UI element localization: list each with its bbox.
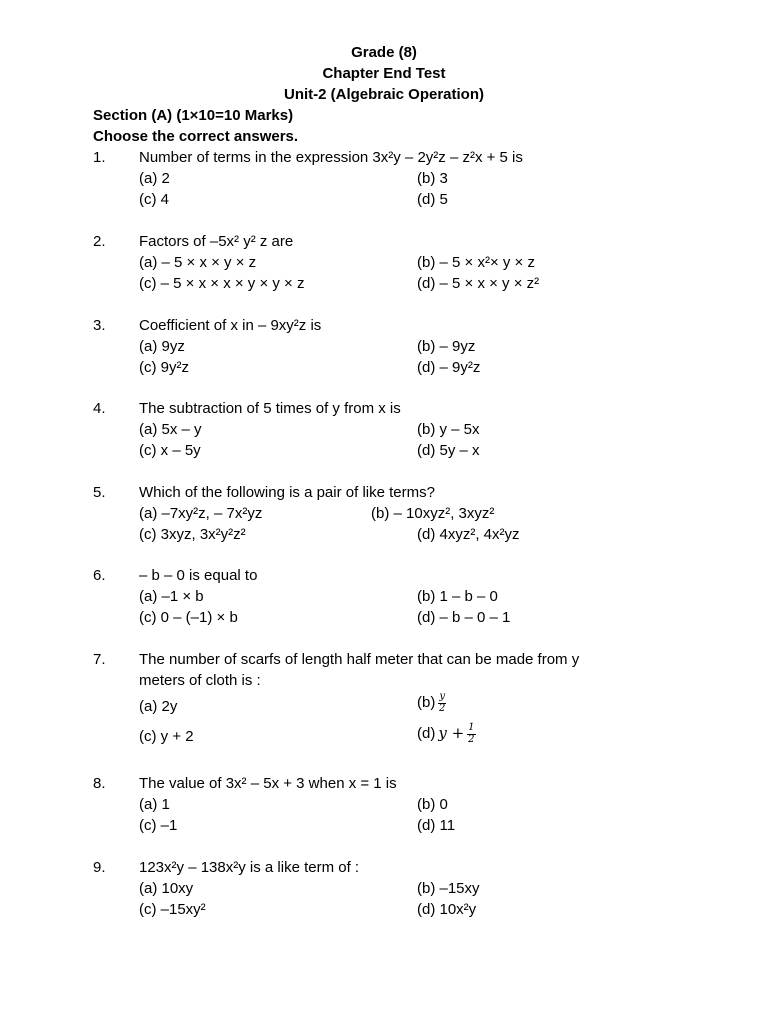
question-text: – b – 0 is equal to [139, 567, 258, 584]
fraction-numerator: y [439, 691, 445, 702]
option-d[interactable]: (d) 5 [417, 191, 448, 208]
question-text: Which of the following is a pair of like terms? [139, 484, 435, 501]
option-c[interactable]: (c) – 5 × x × x × y × y × z [139, 275, 305, 292]
fraction-denominator: 2 [468, 733, 475, 745]
option-c[interactable]: (c) 9y²z [139, 359, 189, 376]
option-a[interactable]: (a) –1 × b [139, 588, 204, 605]
option-b[interactable]: (b) –15xy [417, 880, 480, 897]
question-text: Factors of –5x² y² z are [139, 233, 294, 250]
option-b[interactable]: (b) y – 5x [417, 421, 480, 438]
option-d[interactable]: (d) 10x²y [417, 901, 477, 918]
question-number: 1. [93, 149, 106, 166]
question-number: 8. [93, 775, 106, 792]
question-text: Coefficient of x in – 9xy²z is [139, 317, 322, 334]
question-number: 2. [93, 233, 106, 250]
test-title: Chapter End Test [322, 65, 446, 82]
question-text: The subtraction of 5 times of y from x is [139, 400, 401, 417]
option-a[interactable]: (a) 10xy [139, 880, 194, 897]
option-b[interactable]: (b) 1 – b – 0 [417, 588, 498, 605]
option-c[interactable]: (c) –1 [139, 817, 178, 834]
option-c[interactable]: (c) 3xyz, 3x²y²z² [139, 526, 246, 543]
option-a[interactable]: (a) 1 [139, 796, 170, 813]
question-text: The value of 3x² – 5x + 3 when x = 1 is [139, 775, 397, 792]
grade-heading: Grade (8) [351, 44, 417, 61]
question-text-line-2: meters of cloth is : [139, 672, 261, 689]
option-a[interactable]: (a) 9yz [139, 338, 185, 355]
option-d[interactable]: (d) – 9y²z [417, 359, 481, 376]
option-a[interactable]: (a) 2y [139, 698, 178, 715]
option-d[interactable] [417, 723, 476, 745]
question-number: 3. [93, 317, 106, 334]
fraction-y-over-2 [438, 692, 446, 714]
option-b-label: (b) [417, 693, 436, 711]
option-c[interactable]: (c) x – 5y [139, 442, 201, 459]
option-d[interactable]: (d) 11 [417, 817, 456, 834]
option-c[interactable]: (c) 0 – (–1) × b [139, 609, 238, 626]
question-number: 6. [93, 567, 106, 584]
fraction-numerator: 1 [468, 722, 475, 733]
option-c[interactable]: (c) –15xy² [139, 901, 206, 918]
option-a[interactable]: (a) – 5 × x × y × z [139, 254, 257, 271]
option-b[interactable]: (b) – 10xyz², 3xyz² [371, 505, 495, 522]
unit-heading: Unit-2 (Algebraic Operation) [283, 86, 485, 103]
option-a[interactable]: (a) –7xy²z, – 7x²yz [139, 505, 263, 522]
fraction-1-over-2 [467, 723, 475, 745]
option-b[interactable] [417, 692, 446, 714]
option-b[interactable]: (b) 3 [417, 170, 448, 187]
question-text: 123x²y – 138x²y is a like term of : [139, 859, 360, 876]
option-d[interactable]: (d) 4xyz², 4x²yz [417, 526, 520, 543]
question-text: Number of terms in the expression 3x²y – 2y²z – z²x + 5 is [139, 149, 523, 166]
option-b[interactable]: (b) 0 [417, 796, 448, 813]
option-b[interactable]: (b) – 5 × x²× y × z [417, 254, 535, 271]
option-c[interactable]: (c) 4 [139, 191, 169, 208]
section-instruction: Choose the correct answers. [93, 128, 299, 145]
fraction-denominator: 2 [438, 702, 446, 714]
question-number: 7. [93, 651, 106, 668]
question-number: 4. [93, 400, 106, 417]
option-d[interactable]: (d) – 5 × x × y × z² [417, 275, 540, 292]
question-number: 9. [93, 859, 106, 876]
option-d-label: (d) [417, 724, 436, 742]
math-expression: y + [438, 723, 465, 742]
option-b[interactable]: (b) – 9yz [417, 338, 476, 355]
option-c[interactable]: (c) y + 2 [139, 728, 194, 745]
option-a[interactable]: (a) 5x – y [139, 421, 202, 438]
question-number: 5. [93, 484, 106, 501]
option-d[interactable]: (d) – b – 0 – 1 [417, 609, 511, 626]
option-d[interactable]: (d) 5y – x [417, 442, 480, 459]
question-text-line-1: The number of scarfs of length half meter that can be made from y [139, 651, 580, 668]
section-title: Section (A) (1×10=10 Marks) [93, 107, 294, 124]
option-a[interactable]: (a) 2 [139, 170, 170, 187]
